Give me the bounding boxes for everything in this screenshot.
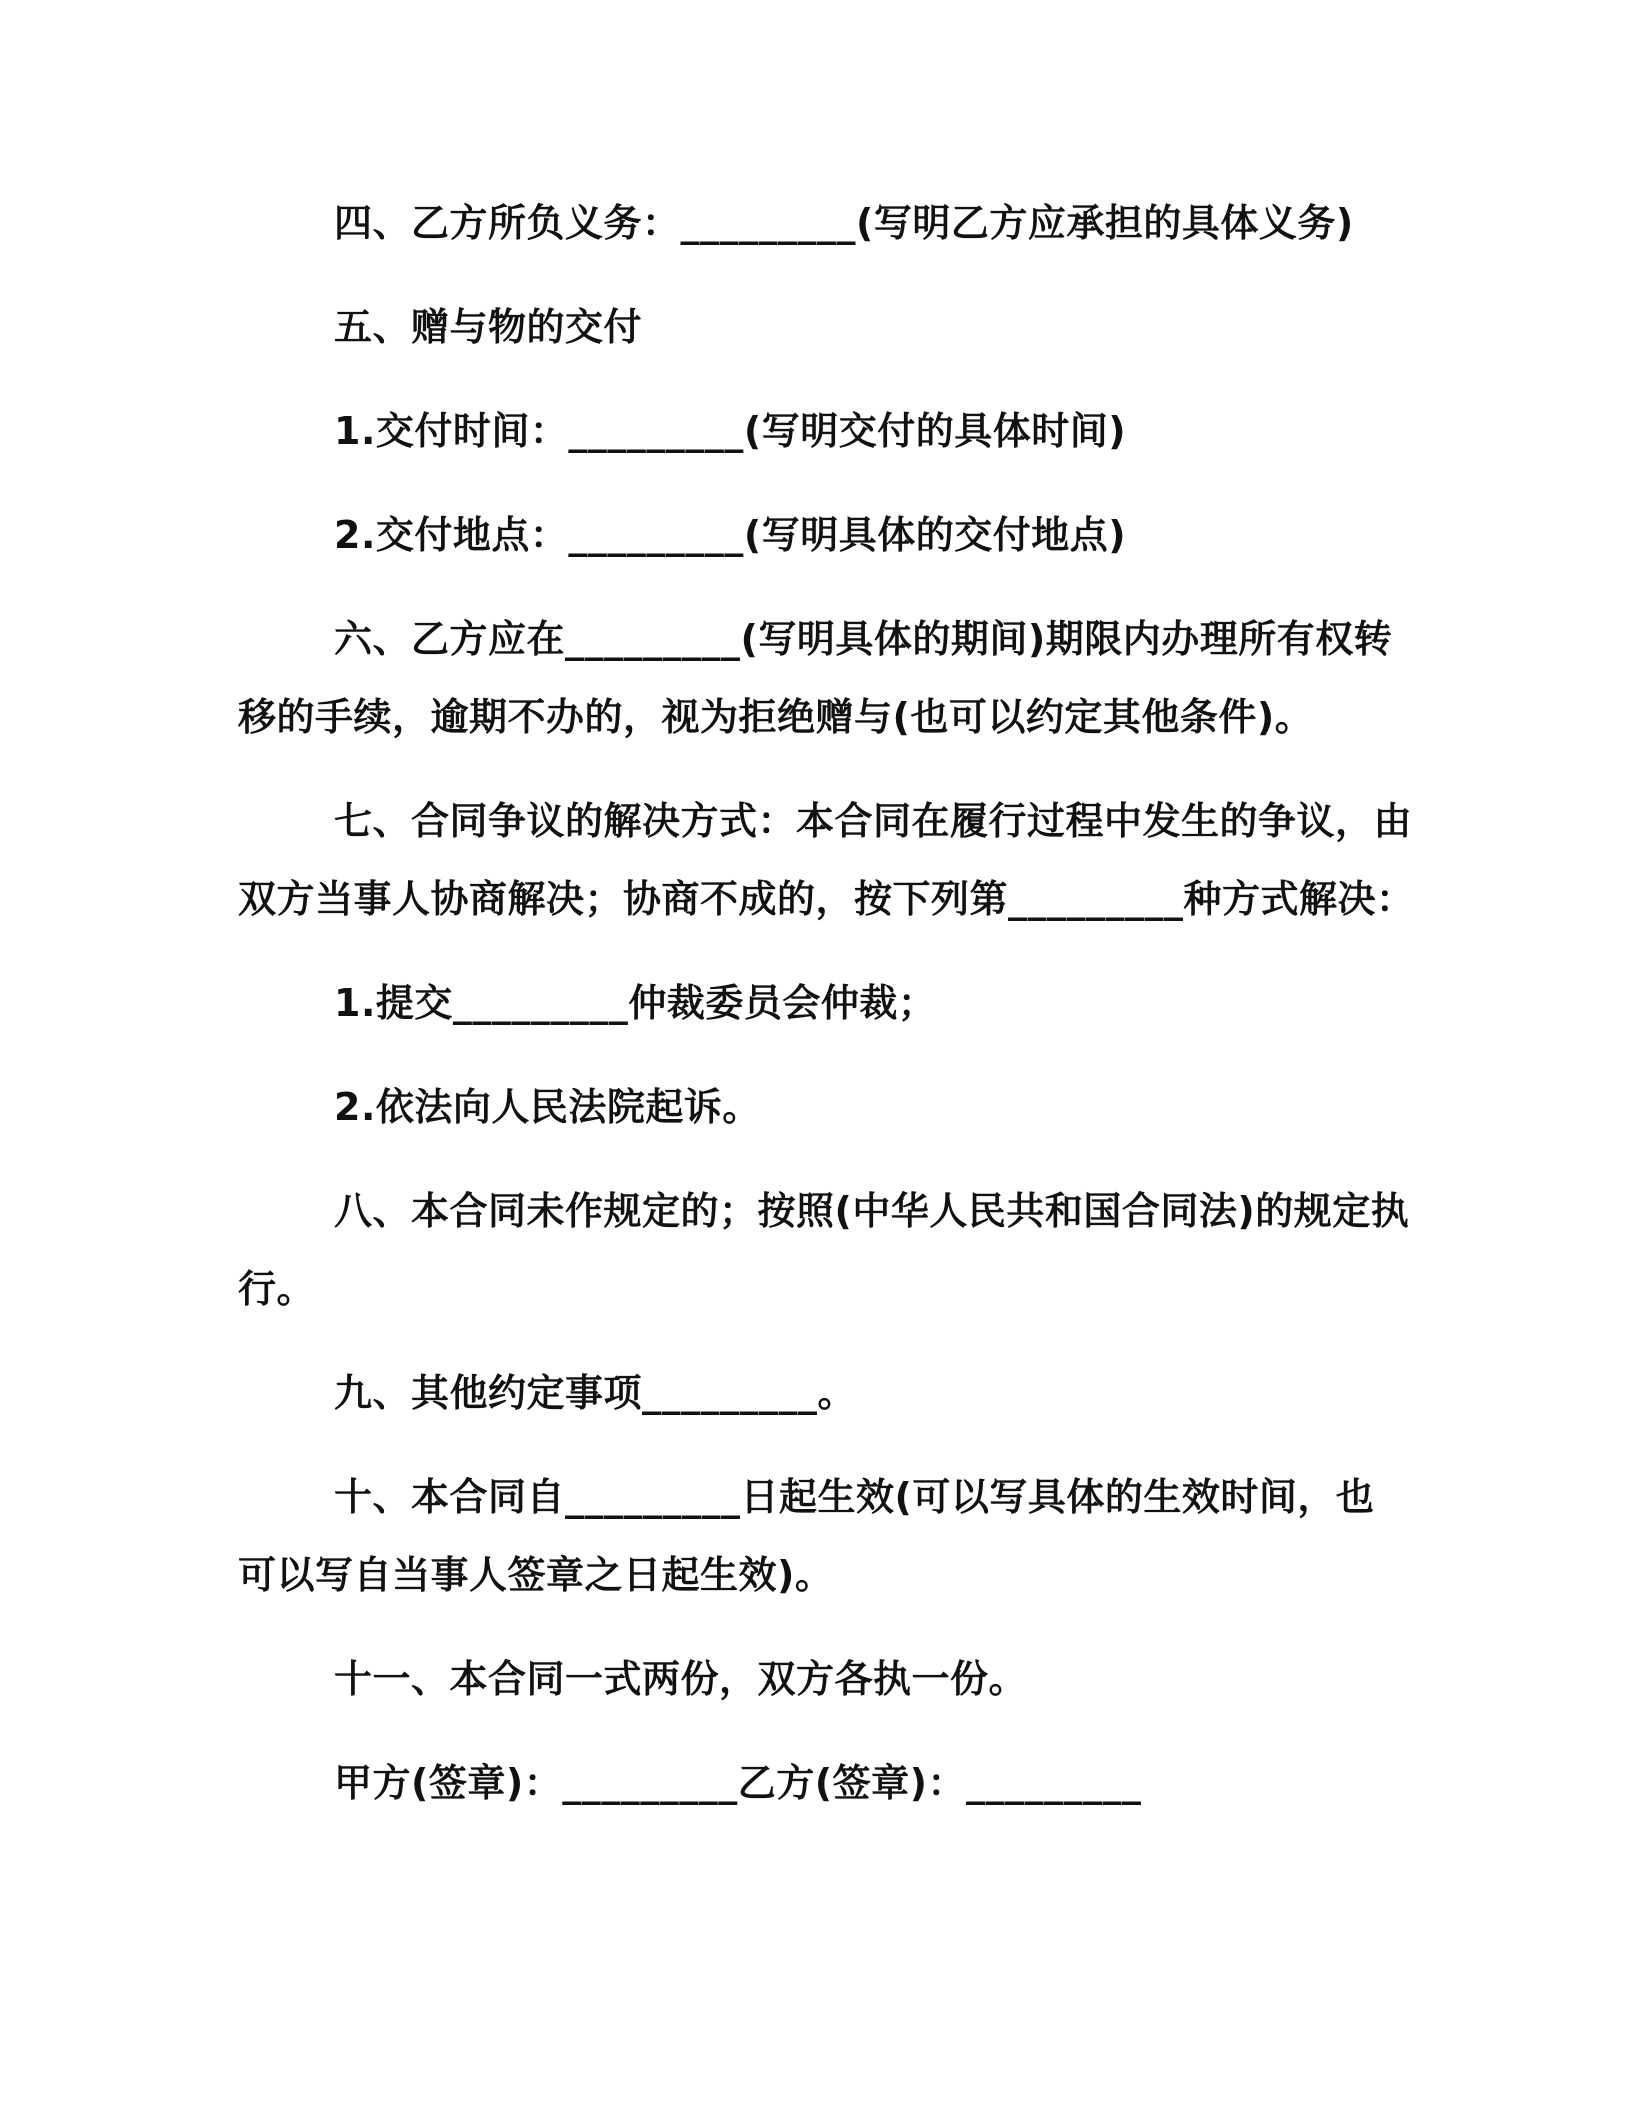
clause-7-option-2: 2.依法向人民法院起诉。 (334, 1085, 761, 1129)
clause-5-heading: 五、赠与物的交付 (334, 305, 643, 349)
clause-7-line-1: 七、合同争议的解决方式：本合同在履行过程中发生的争议，由 (334, 799, 1413, 843)
clause-8-line-2: 行。 (238, 1267, 316, 1311)
clause-10-line-2: 可以写自当事人签章之日起生效)。 (238, 1553, 834, 1597)
clause-5-2-delivery-place: 2.交付地点：_________(写明具体的交付地点) (334, 513, 1127, 557)
clause-6-line-2: 移的手续，逾期不办的，视为拒绝赠与(也可以约定其他条件)。 (238, 695, 1314, 739)
clause-10-line-1: 十、本合同自_________日起生效(可以写具体的生效时间，也 (334, 1475, 1375, 1519)
clause-7-option-1: 1.提交_________仲裁委员会仲裁； (334, 981, 937, 1025)
clause-4-obligations: 四、乙方所负义务：_________(写明乙方应承担的具体义务) (334, 201, 1354, 245)
clause-11: 十一、本合同一式两份，双方各执一份。 (334, 1657, 1028, 1701)
clause-9: 九、其他约定事项_________。 (334, 1371, 857, 1415)
clause-7-line-2: 双方当事人协商解决；协商不成的，按下列第_________种方式解决： (238, 877, 1415, 921)
signature-line: 甲方(签章)：_________乙方(签章)：_________ (334, 1761, 1142, 1805)
document-body (238, 184, 1415, 1822)
clause-5-1-delivery-time: 1.交付时间：_________(写明交付的具体时间) (334, 409, 1127, 453)
clause-8-line-1: 八、本合同未作规定的；按照(中华人民共和国合同法)的规定执 (334, 1189, 1410, 1233)
clause-6-line-1: 六、乙方应在_________(写明具体的期间)期限内办理所有权转 (334, 617, 1393, 661)
